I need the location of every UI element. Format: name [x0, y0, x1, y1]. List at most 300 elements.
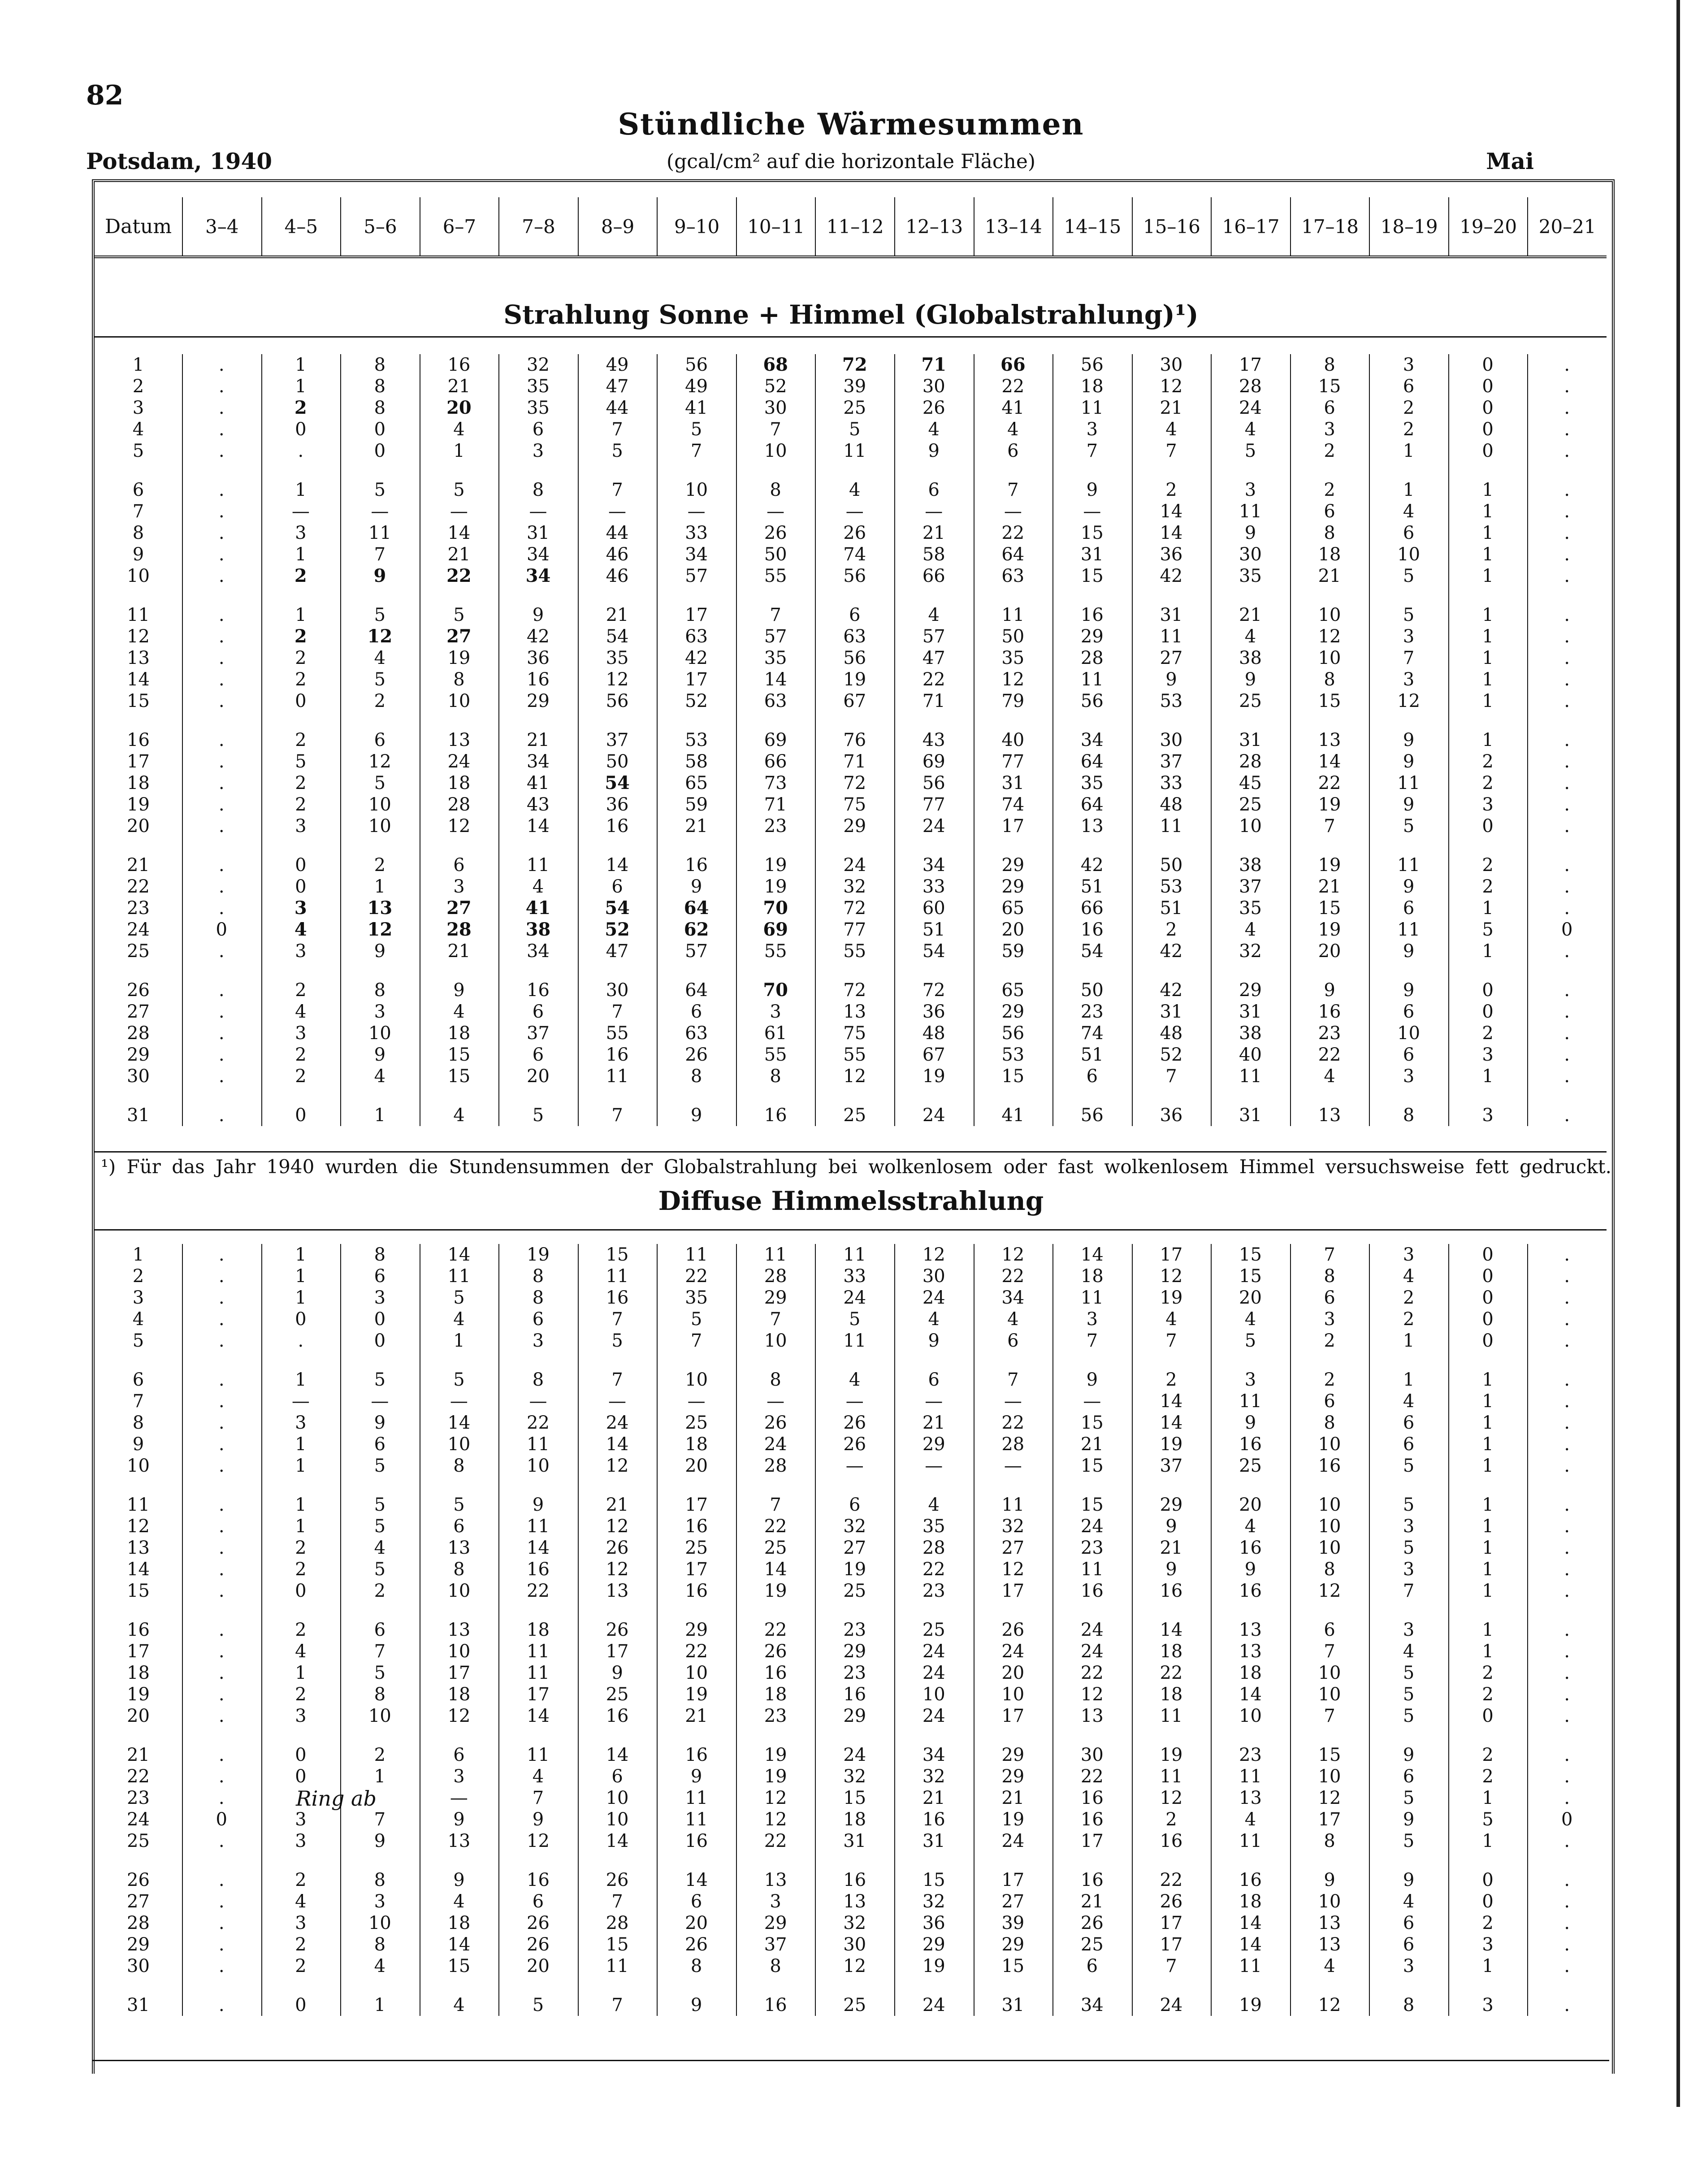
value-cell: 2	[1482, 1663, 1494, 1683]
column-rule	[1369, 354, 1370, 1126]
footnote-rule	[95, 1151, 1607, 1153]
value-cell: 6	[611, 876, 623, 897]
value-cell: 3	[1324, 1309, 1335, 1330]
value-cell: 4	[374, 1956, 386, 1976]
value-cell: 7	[611, 1001, 623, 1022]
value-cell: 18	[1080, 376, 1104, 397]
day-cell: 10	[127, 1456, 150, 1476]
value-cell: .	[218, 523, 225, 543]
value-cell: 36	[1160, 544, 1183, 565]
value-cell: 2	[295, 1956, 307, 1976]
value-cell: 11	[843, 1330, 866, 1351]
value-cell: 0	[295, 855, 307, 875]
value-cell: 2	[1324, 480, 1335, 500]
value-cell: 30	[843, 1934, 866, 1955]
value-cell: 7	[770, 419, 781, 440]
value-cell: 12	[764, 1809, 787, 1830]
value-cell: 13	[1239, 1620, 1262, 1640]
value-cell: 16	[527, 669, 550, 690]
value-cell: 56	[1001, 1023, 1025, 1044]
value-cell: 56	[843, 566, 866, 586]
value-cell: 26	[685, 1044, 708, 1065]
day-cell: 14	[127, 1559, 150, 1580]
value-cell: 20	[527, 1066, 550, 1087]
table-row	[95, 397, 1607, 419]
value-cell: 11	[1239, 501, 1262, 522]
column-rule	[498, 354, 499, 1126]
value-cell: 35	[606, 648, 629, 668]
table-row	[95, 1391, 1607, 1412]
value-cell: 1	[1482, 1956, 1494, 1976]
value-cell: .	[1564, 1831, 1570, 1851]
table-row	[95, 979, 1607, 1001]
value-cell: 0	[295, 1766, 307, 1787]
value-cell: 2	[1403, 1309, 1415, 1330]
column-rule	[1052, 354, 1053, 1126]
value-cell: 32	[843, 1913, 866, 1933]
value-cell: 26	[843, 523, 866, 543]
value-cell: .	[218, 501, 225, 522]
value-cell: —	[371, 501, 389, 522]
value-cell: 1	[1482, 1369, 1494, 1390]
value-cell: .	[1564, 480, 1570, 500]
value-cell: 5	[611, 1330, 623, 1351]
column-rule	[1132, 1244, 1133, 2016]
value-cell: 24	[1001, 1831, 1025, 1851]
header-hour-3: 5–6	[340, 197, 420, 256]
value-cell: 1	[1482, 501, 1494, 522]
value-cell: .	[218, 1913, 225, 1933]
value-cell: —	[687, 1391, 706, 1412]
table-row	[95, 1891, 1607, 1912]
value-cell: 15	[606, 1244, 629, 1265]
day-cell: 23	[127, 1788, 150, 1808]
value-cell: 39	[1001, 1913, 1025, 1933]
value-cell: 11	[1080, 1287, 1104, 1308]
value-cell: 2	[295, 980, 307, 1001]
value-cell: 12	[606, 1456, 629, 1476]
value-cell: 0	[1482, 1330, 1494, 1351]
value-cell: 9	[928, 1330, 940, 1351]
table-row	[95, 1494, 1607, 1516]
value-cell: 3	[1403, 1244, 1415, 1265]
value-cell: 12	[843, 1956, 866, 1976]
value-cell: 9	[1165, 1516, 1177, 1537]
value-cell: 32	[922, 1891, 945, 1912]
column-rule	[578, 354, 579, 1126]
value-cell: 26	[1160, 1891, 1183, 1912]
value-cell: 2	[1482, 751, 1494, 772]
value-cell: 8	[374, 980, 386, 1001]
value-cell: 3	[1403, 1956, 1415, 1976]
value-cell: 54	[605, 897, 630, 919]
value-cell: 14	[1239, 1684, 1262, 1705]
value-cell: 11	[1001, 605, 1025, 625]
value-cell: 1	[295, 1266, 307, 1287]
value-cell: 3	[1403, 355, 1415, 375]
value-cell: 14	[764, 1559, 787, 1580]
value-cell: 0	[1482, 376, 1494, 397]
header-hour-7: 9–10	[657, 197, 736, 256]
value-cell: 32	[1239, 941, 1262, 962]
value-cell: 10	[1397, 544, 1420, 565]
value-cell: 5	[1403, 566, 1415, 586]
value-cell: 50	[1001, 626, 1025, 647]
header-hour-1: 3–4	[182, 197, 261, 256]
value-cell: 11	[1397, 773, 1420, 793]
value-cell: 24	[1080, 1641, 1104, 1662]
value-cell: 7	[1165, 441, 1177, 461]
value-cell: 15	[1080, 566, 1104, 586]
value-cell: 11	[527, 1434, 550, 1455]
value-cell: 7	[1165, 1956, 1177, 1976]
value-cell: 26	[764, 1641, 787, 1662]
value-cell: 2	[1482, 773, 1494, 793]
value-cell: 14	[1318, 751, 1341, 772]
value-cell: 7	[770, 605, 781, 625]
value-cell: 18	[1160, 1684, 1183, 1705]
value-cell: 2	[1482, 1745, 1494, 1765]
value-cell: .	[218, 1287, 225, 1308]
value-cell: 1	[1482, 1581, 1494, 1601]
value-cell: 6	[928, 480, 940, 500]
value-cell: 69	[922, 751, 945, 772]
value-cell: 12	[368, 751, 391, 772]
day-cell: 19	[127, 794, 150, 815]
value-cell: 16	[764, 1663, 787, 1683]
value-cell: 0	[1482, 1287, 1494, 1308]
value-cell: .	[1564, 523, 1570, 543]
value-cell: 3	[1086, 1309, 1098, 1330]
value-cell: 21	[685, 1706, 708, 1726]
value-cell: 10	[1001, 1684, 1025, 1705]
value-cell: 56	[1080, 355, 1104, 375]
value-cell: .	[1564, 1287, 1570, 1308]
column-rule	[1448, 1244, 1449, 2016]
value-cell: 20	[1239, 1495, 1262, 1515]
value-cell: 12	[1001, 669, 1025, 690]
value-cell: —	[687, 501, 706, 522]
value-cell: 13	[764, 1870, 787, 1890]
value-cell: 1	[1482, 1831, 1494, 1851]
value-cell: 14	[606, 1831, 629, 1851]
value-cell: 22	[764, 1831, 787, 1851]
value-cell: 7	[1403, 648, 1415, 668]
value-cell: 16	[606, 1706, 629, 1726]
value-cell: 15	[447, 1956, 471, 1976]
value-cell: 7	[690, 441, 702, 461]
day-cell: 9	[132, 544, 144, 565]
value-cell: 71	[922, 691, 945, 711]
value-cell: 11	[843, 1244, 866, 1265]
value-cell: 19	[447, 648, 471, 668]
value-cell: 2	[295, 1044, 307, 1065]
value-cell: 11	[1080, 1559, 1104, 1580]
value-cell: 10	[1318, 1891, 1341, 1912]
value-cell: 3	[1086, 419, 1098, 440]
value-cell: 2	[295, 794, 307, 815]
value-cell: .	[218, 1309, 225, 1330]
value-cell: 24	[922, 1287, 945, 1308]
value-cell: 16	[1080, 605, 1104, 625]
value-cell: 30	[1160, 355, 1183, 375]
value-cell: 41	[525, 897, 551, 919]
table-row	[95, 440, 1607, 462]
value-cell: 19	[527, 1244, 550, 1265]
value-cell: 49	[685, 376, 708, 397]
value-cell: 65	[1001, 898, 1025, 919]
value-cell: 2	[294, 565, 307, 586]
value-cell: 41	[685, 398, 708, 418]
column-rule	[657, 354, 658, 1126]
ring-note: Ring ab	[296, 1786, 377, 1811]
value-cell: 25	[843, 398, 866, 418]
value-cell: 8	[1324, 355, 1335, 375]
value-cell: 29	[1160, 1495, 1183, 1515]
value-cell: .	[1564, 626, 1570, 647]
value-cell: 56	[1080, 691, 1104, 711]
value-cell: 20	[527, 1956, 550, 1976]
value-cell: 34	[1080, 1995, 1104, 2015]
value-cell: .	[218, 1766, 225, 1787]
value-cell: 21	[1318, 566, 1341, 586]
value-cell: 25	[843, 1995, 866, 2015]
column-rule	[578, 1244, 579, 2016]
value-cell: 13	[447, 730, 471, 750]
value-cell: 34	[525, 565, 551, 586]
value-cell: 6	[374, 1620, 386, 1640]
value-cell: 16	[1239, 1434, 1262, 1455]
value-cell: 25	[685, 1413, 708, 1433]
value-cell: 46	[606, 544, 629, 565]
value-cell: 64	[685, 980, 708, 1001]
section-rule-diffuse	[95, 1229, 1607, 1231]
value-cell: 66	[922, 566, 945, 586]
value-cell: 5	[374, 1369, 386, 1390]
value-cell: 5	[1403, 1495, 1415, 1515]
value-cell: 16	[606, 816, 629, 836]
value-cell: 4	[1403, 1891, 1415, 1912]
value-cell: 58	[922, 544, 945, 565]
value-cell: 12	[447, 816, 471, 836]
value-cell: 32	[527, 355, 550, 375]
table-row	[95, 772, 1607, 794]
value-cell: 3	[1403, 1559, 1415, 1580]
day-cell: 21	[127, 1745, 150, 1765]
value-cell: 48	[1160, 794, 1183, 815]
value-cell: 14	[606, 855, 629, 875]
value-cell: 4	[295, 1641, 307, 1662]
value-cell: 4	[928, 1309, 940, 1330]
section-title-diffuse: Diffuse Himmelsstrahlung	[658, 1186, 1044, 1216]
value-cell: 13	[447, 1538, 471, 1558]
value-cell: 21	[447, 544, 471, 565]
value-cell: .	[218, 751, 225, 772]
value-cell: 53	[1160, 876, 1183, 897]
value-cell: 8	[770, 1956, 781, 1976]
value-cell: .	[218, 1788, 225, 1808]
value-cell: 11	[1239, 1766, 1262, 1787]
value-cell: 23	[922, 1581, 945, 1601]
day-cell: 8	[132, 1413, 144, 1433]
value-cell: 21	[1239, 605, 1262, 625]
value-cell: .	[298, 1330, 304, 1351]
value-cell: 50	[606, 751, 629, 772]
value-cell: 26	[843, 1413, 866, 1433]
value-cell: 11	[1160, 1706, 1183, 1726]
value-cell: 1	[1482, 898, 1494, 919]
value-cell: 22	[1001, 1413, 1025, 1433]
table-row	[95, 1705, 1607, 1727]
day-cell: 1	[132, 355, 144, 375]
value-cell: —	[925, 1456, 943, 1476]
value-cell: 0	[1482, 980, 1494, 1001]
value-cell: 33	[1160, 773, 1183, 793]
value-cell: .	[1564, 1581, 1570, 1601]
day-cell: 11	[127, 1495, 150, 1515]
value-cell: 29	[843, 1706, 866, 1726]
value-cell: 34	[685, 544, 708, 565]
value-cell: 6	[532, 1891, 544, 1912]
day-cell: 13	[127, 1538, 150, 1558]
table-row	[95, 815, 1607, 837]
header-hour-16: 18–19	[1369, 197, 1448, 256]
value-cell: 0	[374, 441, 386, 461]
value-cell: 15	[1001, 1956, 1025, 1976]
value-cell: 8	[374, 1870, 386, 1890]
value-cell: 25	[843, 1581, 866, 1601]
value-cell: 5	[453, 480, 465, 500]
column-rule	[894, 1244, 895, 2016]
value-cell: 1	[1403, 441, 1415, 461]
value-cell: 63	[685, 1023, 708, 1044]
value-cell: 6	[1403, 523, 1415, 543]
value-cell: 8	[1403, 1105, 1415, 1126]
value-cell: 44	[606, 523, 629, 543]
value-cell: 6	[1403, 1766, 1415, 1787]
value-cell: 16	[843, 1870, 866, 1890]
value-cell: 14	[1239, 1913, 1262, 1933]
section-title-global: Strahlung Sonne + Himmel (Globalstrahlung)¹)	[503, 299, 1199, 330]
value-cell: 8	[532, 480, 544, 500]
value-cell: 30	[922, 376, 945, 397]
table-row	[95, 1934, 1607, 1955]
value-cell: 9	[1086, 480, 1098, 500]
value-cell: 55	[764, 566, 787, 586]
value-cell: 19	[764, 876, 787, 897]
value-cell: .	[218, 794, 225, 815]
value-cell: 2	[295, 773, 307, 793]
value-cell: 28	[446, 919, 472, 940]
value-cell: 10	[1318, 1538, 1341, 1558]
value-cell: 11	[527, 1516, 550, 1537]
day-cell: 27	[127, 1001, 150, 1022]
value-cell: 1	[295, 355, 307, 375]
value-cell: 11	[1160, 1766, 1183, 1787]
value-cell: 15	[1318, 898, 1341, 919]
value-cell: .	[1564, 398, 1570, 418]
table-row	[95, 751, 1607, 772]
value-cell: 4	[453, 1891, 465, 1912]
value-cell: 1	[295, 1495, 307, 1515]
value-cell: 3	[532, 441, 544, 461]
value-cell: 6	[1324, 501, 1335, 522]
day-cell: 7	[132, 501, 144, 522]
value-cell: 15	[606, 1934, 629, 1955]
value-cell: 59	[1001, 941, 1025, 962]
value-cell: 6	[453, 1745, 465, 1765]
value-cell: 0	[1482, 1001, 1494, 1022]
value-cell: 14	[447, 1934, 471, 1955]
value-cell: 1	[453, 441, 465, 461]
value-cell: 4	[1244, 626, 1256, 647]
value-cell: 34	[1001, 1287, 1025, 1308]
value-cell: 7	[1324, 816, 1335, 836]
day-cell: 14	[127, 669, 150, 690]
value-cell: 35	[1239, 566, 1262, 586]
value-cell: 16	[764, 1995, 787, 2015]
value-cell: 24	[922, 1641, 945, 1662]
value-cell: .	[1564, 1663, 1570, 1683]
value-cell: 10	[1318, 605, 1341, 625]
value-cell: 50	[764, 544, 787, 565]
value-cell: .	[218, 1456, 225, 1476]
value-cell: 29	[843, 816, 866, 836]
value-cell: 1	[1482, 1495, 1494, 1515]
value-cell: .	[218, 816, 225, 836]
value-cell: 13	[1080, 816, 1104, 836]
value-cell: —	[608, 1391, 627, 1412]
value-cell: 48	[922, 1023, 945, 1044]
value-cell: 12	[606, 1516, 629, 1537]
value-cell: 28	[1080, 648, 1104, 668]
value-cell: 11	[843, 441, 866, 461]
value-cell: 10	[606, 1788, 629, 1808]
value-cell: 27	[1160, 648, 1183, 668]
value-cell: 0	[374, 1330, 386, 1351]
value-cell: 18	[1080, 1266, 1104, 1287]
value-cell: 1	[295, 544, 307, 565]
value-cell: 8	[1324, 1831, 1335, 1851]
value-cell: 9	[928, 441, 940, 461]
value-cell: 28	[922, 1538, 945, 1558]
value-cell: —	[925, 501, 943, 522]
value-cell: 72	[843, 898, 866, 919]
value-cell: 1	[1482, 730, 1494, 750]
day-cell: 18	[127, 1663, 150, 1683]
value-cell: 3	[295, 523, 307, 543]
value-cell: 24	[922, 1706, 945, 1726]
value-cell: 42	[685, 648, 708, 668]
value-cell: 25	[922, 1620, 945, 1640]
value-cell: 1	[453, 1330, 465, 1351]
table-row	[95, 1066, 1607, 1087]
value-cell: 1	[1482, 1516, 1494, 1537]
value-cell: 51	[922, 919, 945, 940]
value-cell: 10	[527, 1456, 550, 1476]
value-cell: 23	[843, 1620, 866, 1640]
value-cell: 19	[1160, 1287, 1183, 1308]
value-cell: 8	[374, 376, 386, 397]
value-cell: 3	[1244, 1369, 1256, 1390]
value-cell: 26	[764, 523, 787, 543]
table-row	[95, 1537, 1607, 1559]
value-cell: 18	[1160, 1641, 1183, 1662]
value-cell: 3	[1482, 1105, 1494, 1126]
column-rule	[340, 354, 341, 1126]
value-cell: 10	[1318, 1516, 1341, 1537]
value-cell: 11	[685, 1809, 708, 1830]
